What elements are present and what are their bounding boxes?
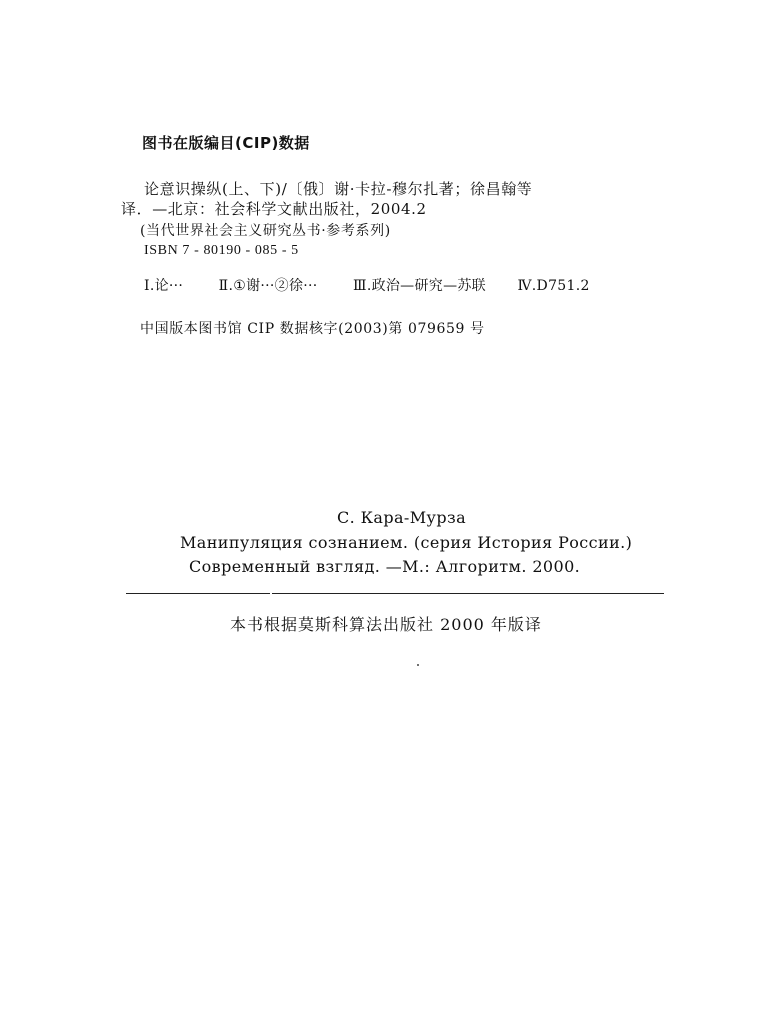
classification-part-2: Ⅱ.①谢···②徐··· [218,278,318,294]
cip-publisher-line: 译．—北京：社会科学文献出版社，2004.2 [121,200,427,218]
translation-note: 本书根据莫斯科算法出版社 2000 年版译 [230,615,542,634]
stray-mark [417,664,419,666]
cip-title-line: 论意识操纵(上、下)/〔俄〕谢·卡拉-穆尔扎著；徐昌翰等 [144,180,533,198]
classification-part-3: Ⅲ.政治—研究—苏联 [353,278,486,294]
classification-part-4: Ⅳ.D751.2 [517,278,590,294]
original-publisher: Современный взгляд. —М.: Алгоритм. 2000. [189,557,581,576]
classification-part-1: Ⅰ.论··· [144,278,184,294]
divider-rule-left [126,593,270,594]
original-title: Манипуляция сознанием. (серия История России.) [180,533,633,552]
cip-series-line: (当代世界社会主义研究丛书·参考系列) [140,223,391,239]
cip-heading: 图书在版编目(CIP)数据 [142,134,310,152]
cip-classification [144,275,590,295]
divider-rule-right [272,593,664,594]
original-author: С. Кара-Мурза [337,508,467,527]
cip-number: 中国版本图书馆 CIP 数据核字(2003)第 079659 号 [140,321,485,337]
cip-isbn: ISBN 7 - 80190 - 085 - 5 [144,243,299,258]
